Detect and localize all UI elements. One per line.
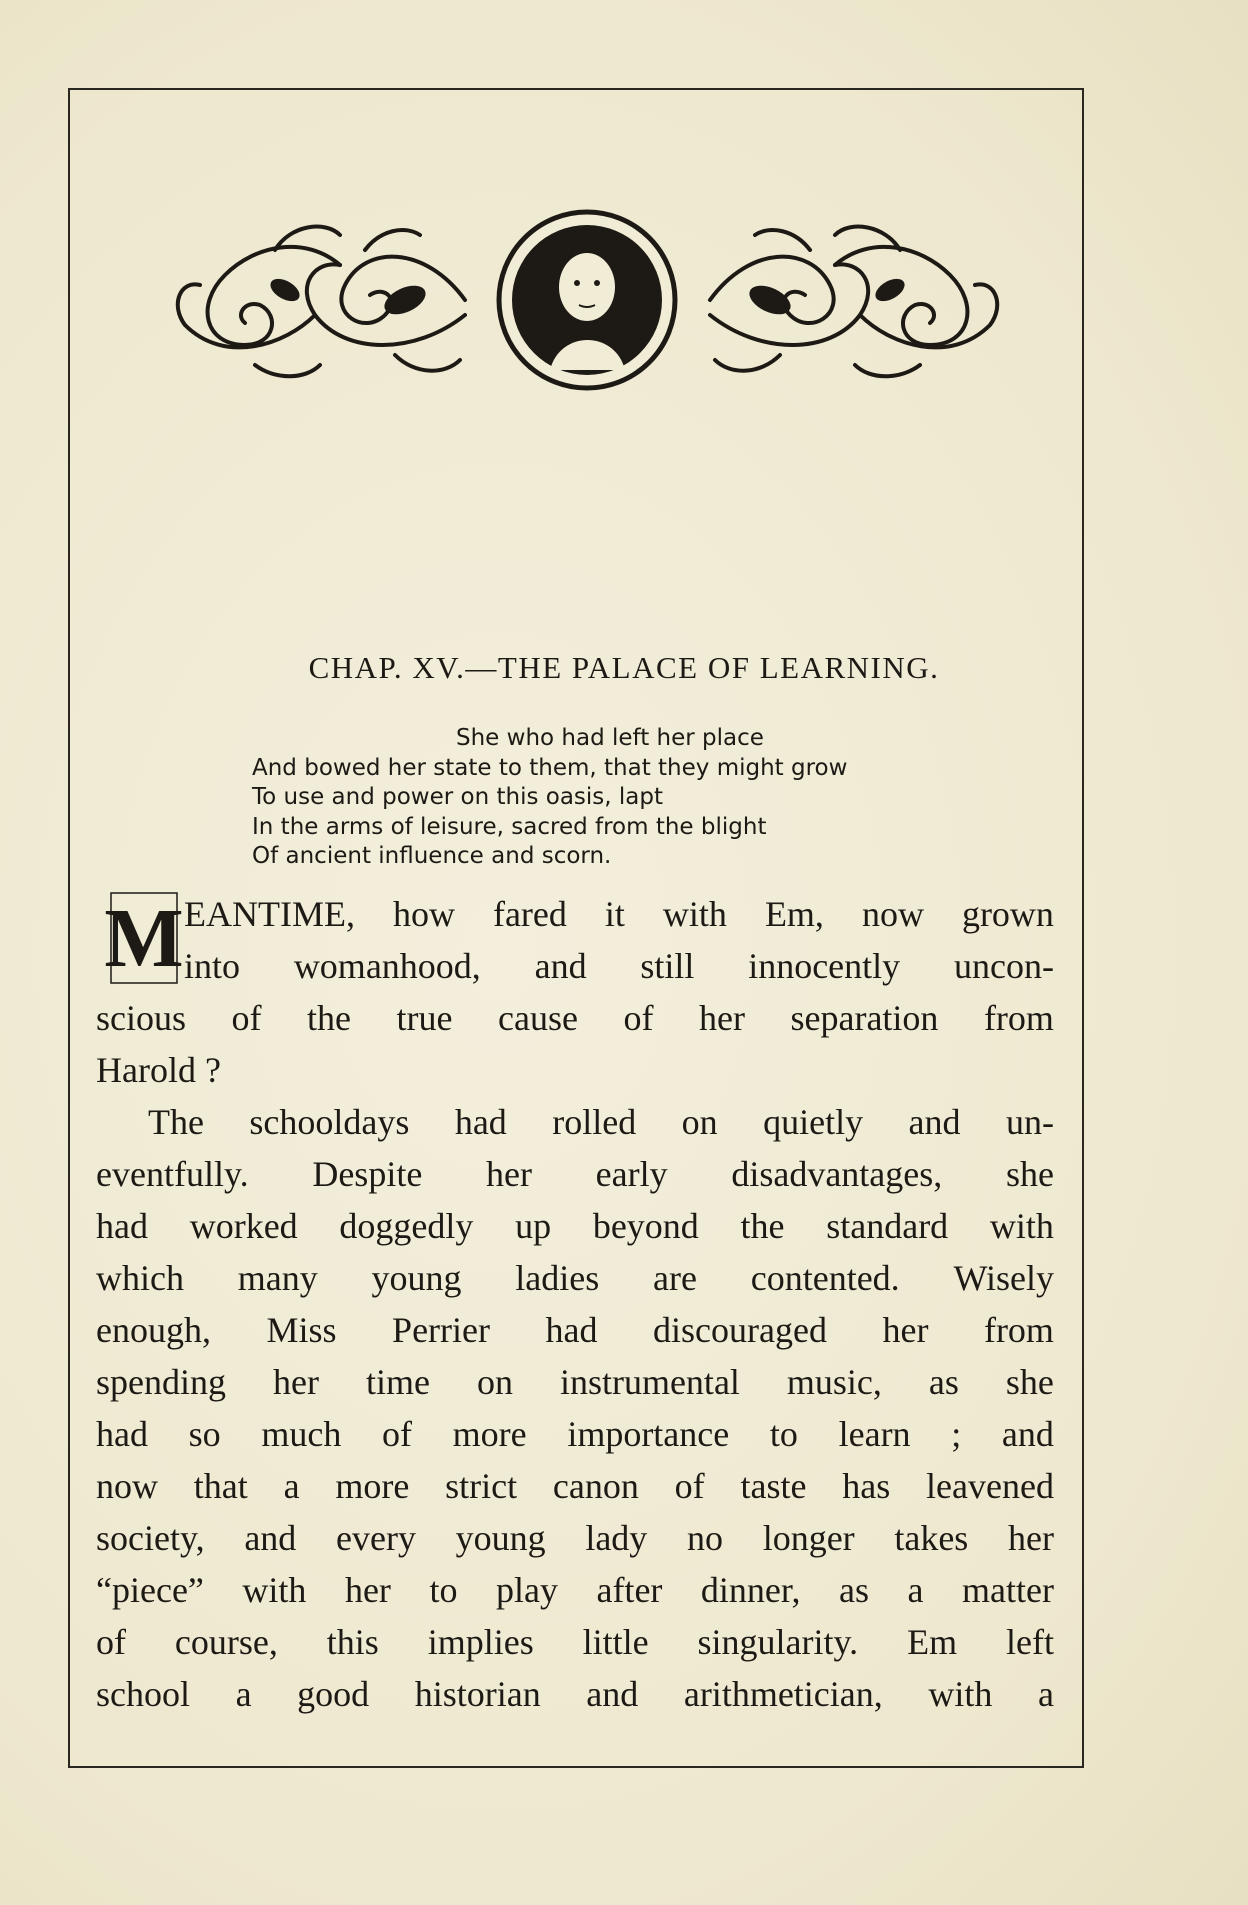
word: had [454, 1102, 507, 1142]
word: much [261, 1414, 342, 1454]
word: true [396, 998, 453, 1038]
word: and [908, 1102, 961, 1142]
word: eventfully. [96, 1154, 249, 1194]
word: no [687, 1518, 723, 1558]
body-line [96, 888, 1054, 940]
word: beyond [592, 1206, 699, 1246]
word: importance [567, 1414, 730, 1454]
word: her [486, 1154, 532, 1194]
word: the [740, 1206, 785, 1246]
body-line [96, 1356, 1054, 1408]
word: Miss [266, 1310, 337, 1350]
body-line [96, 1252, 1054, 1304]
word: arithmetician, [683, 1674, 883, 1714]
word: separation [790, 998, 939, 1038]
word: that [193, 1466, 248, 1506]
word: doggedly [339, 1206, 474, 1246]
word: are [653, 1258, 697, 1298]
word: with [928, 1674, 993, 1714]
word: how [392, 894, 455, 934]
word: after [596, 1570, 663, 1610]
word: this [326, 1622, 379, 1662]
word: had [96, 1206, 148, 1246]
epigraph [252, 724, 847, 872]
word: her [344, 1570, 391, 1610]
word: had [96, 1414, 148, 1454]
word: dinner, [700, 1570, 801, 1610]
word: little [582, 1622, 649, 1662]
word: of [674, 1466, 705, 1506]
drop-cap [104, 892, 184, 985]
body-line [96, 1200, 1054, 1252]
word: from [983, 1310, 1054, 1350]
word: into [184, 946, 241, 986]
word: singularity. [697, 1622, 859, 1662]
word: she [1005, 1362, 1054, 1402]
word: ladies [515, 1258, 600, 1298]
word: from [983, 998, 1054, 1038]
word: of [623, 998, 654, 1038]
word: un- [1005, 1102, 1054, 1142]
word: strict [445, 1466, 518, 1506]
word: with [242, 1570, 307, 1610]
word: lady [585, 1518, 648, 1558]
word: ; [951, 1414, 962, 1454]
word: still [640, 946, 695, 986]
word: canon [552, 1466, 639, 1506]
word: left [1005, 1622, 1054, 1662]
word: learn [838, 1414, 911, 1454]
word: with [662, 894, 727, 934]
body-text [96, 888, 1054, 1720]
word: so [188, 1414, 221, 1454]
word: a [235, 1674, 252, 1714]
chapter-title: CHAP. XV.—THE PALACE OF LEARNING. [308, 650, 940, 685]
word: every [336, 1518, 416, 1558]
word: uncon- [953, 946, 1054, 986]
epigraph-line: To use and power on this oasis, lapt [252, 784, 664, 810]
word: quietly [763, 1102, 864, 1142]
word: cause [498, 998, 578, 1038]
word: now [96, 1466, 158, 1506]
word: it [604, 894, 625, 934]
word: innocently [748, 946, 901, 986]
word: young [455, 1518, 546, 1558]
word: and [1001, 1414, 1054, 1454]
word: music, [786, 1362, 882, 1402]
word: Wisely [953, 1258, 1054, 1298]
word: course, [174, 1622, 278, 1662]
word: disadvantages, [731, 1154, 943, 1194]
word: EANTIME, [184, 894, 355, 934]
word: up [515, 1206, 552, 1246]
word: discouraged [653, 1310, 827, 1350]
word: and [586, 1674, 639, 1714]
word: Perrier [392, 1310, 490, 1350]
body-line: Harold ? [96, 1050, 221, 1090]
word: more [452, 1414, 527, 1454]
word: more [335, 1466, 410, 1506]
body-line [96, 992, 1054, 1044]
word: school [96, 1674, 190, 1714]
word: contented. [750, 1258, 900, 1298]
word: takes [894, 1518, 969, 1558]
word: her [273, 1362, 319, 1402]
word: a [1037, 1674, 1054, 1714]
word: scious [96, 998, 186, 1038]
word: a [907, 1570, 924, 1610]
body-line [96, 1668, 1054, 1720]
body-line [96, 1460, 1054, 1512]
word: as [928, 1362, 959, 1402]
body-line [96, 940, 1054, 992]
word: rolled [552, 1102, 637, 1142]
word: leavened [926, 1466, 1054, 1506]
epigraph-line: In the arms of leisure, sacred from the blight [252, 813, 767, 840]
word: Despite [312, 1154, 423, 1194]
word: which [96, 1258, 184, 1298]
word: Em, [764, 894, 824, 934]
word: spending [96, 1362, 226, 1402]
word: implies [427, 1622, 534, 1662]
word: society, [96, 1518, 205, 1558]
word: womanhood, [293, 946, 481, 986]
word: early [595, 1154, 668, 1194]
word: of [96, 1622, 126, 1662]
word: The [148, 1102, 204, 1142]
word: instrumental [559, 1362, 740, 1402]
word: Em [907, 1622, 958, 1662]
word: she [1005, 1154, 1054, 1194]
word: good [297, 1674, 370, 1714]
word: schooldays [249, 1102, 410, 1142]
svg-text:M: M [104, 892, 184, 985]
epigraph-line: She who had left her place [456, 725, 764, 751]
body-line [96, 1512, 1054, 1564]
word: to [769, 1414, 798, 1454]
word: as [838, 1570, 869, 1610]
word: longer [762, 1518, 855, 1558]
word: her [1008, 1518, 1054, 1558]
body-line [96, 1408, 1054, 1460]
word: on [476, 1362, 513, 1402]
word: play [495, 1570, 558, 1610]
body-line [96, 1148, 1054, 1200]
word: grown [961, 894, 1054, 934]
word: young [371, 1258, 462, 1298]
word: has [842, 1466, 891, 1506]
word: time [365, 1362, 430, 1402]
word: enough, [96, 1310, 211, 1350]
word: matter [961, 1570, 1054, 1610]
body-line [96, 1304, 1054, 1356]
word: on [681, 1102, 718, 1142]
floral-headpiece-icon [165, 205, 1010, 395]
word: now [861, 894, 924, 934]
word: had [545, 1310, 598, 1350]
body-line [96, 1564, 1054, 1616]
word: “piece” [96, 1570, 204, 1610]
word: her [882, 1310, 929, 1350]
word: to [429, 1570, 458, 1610]
word: many [237, 1258, 318, 1298]
word: of [382, 1414, 412, 1454]
body-line [96, 1616, 1054, 1668]
word: worked [189, 1206, 298, 1246]
epigraph-line: Of ancient influence and scorn. [252, 843, 612, 869]
word: with [989, 1206, 1054, 1246]
word: taste [740, 1466, 807, 1506]
word: of [231, 998, 262, 1038]
word: her [699, 998, 745, 1038]
word: standard [826, 1206, 949, 1246]
epigraph-line: And bowed her state to them, that they might grow [252, 754, 848, 781]
word: a [283, 1466, 300, 1506]
word: the [307, 998, 352, 1038]
word: historian [414, 1674, 541, 1714]
word: fared [492, 894, 567, 934]
body-line [96, 1096, 1054, 1148]
word: and [534, 946, 587, 986]
word: and [244, 1518, 297, 1558]
